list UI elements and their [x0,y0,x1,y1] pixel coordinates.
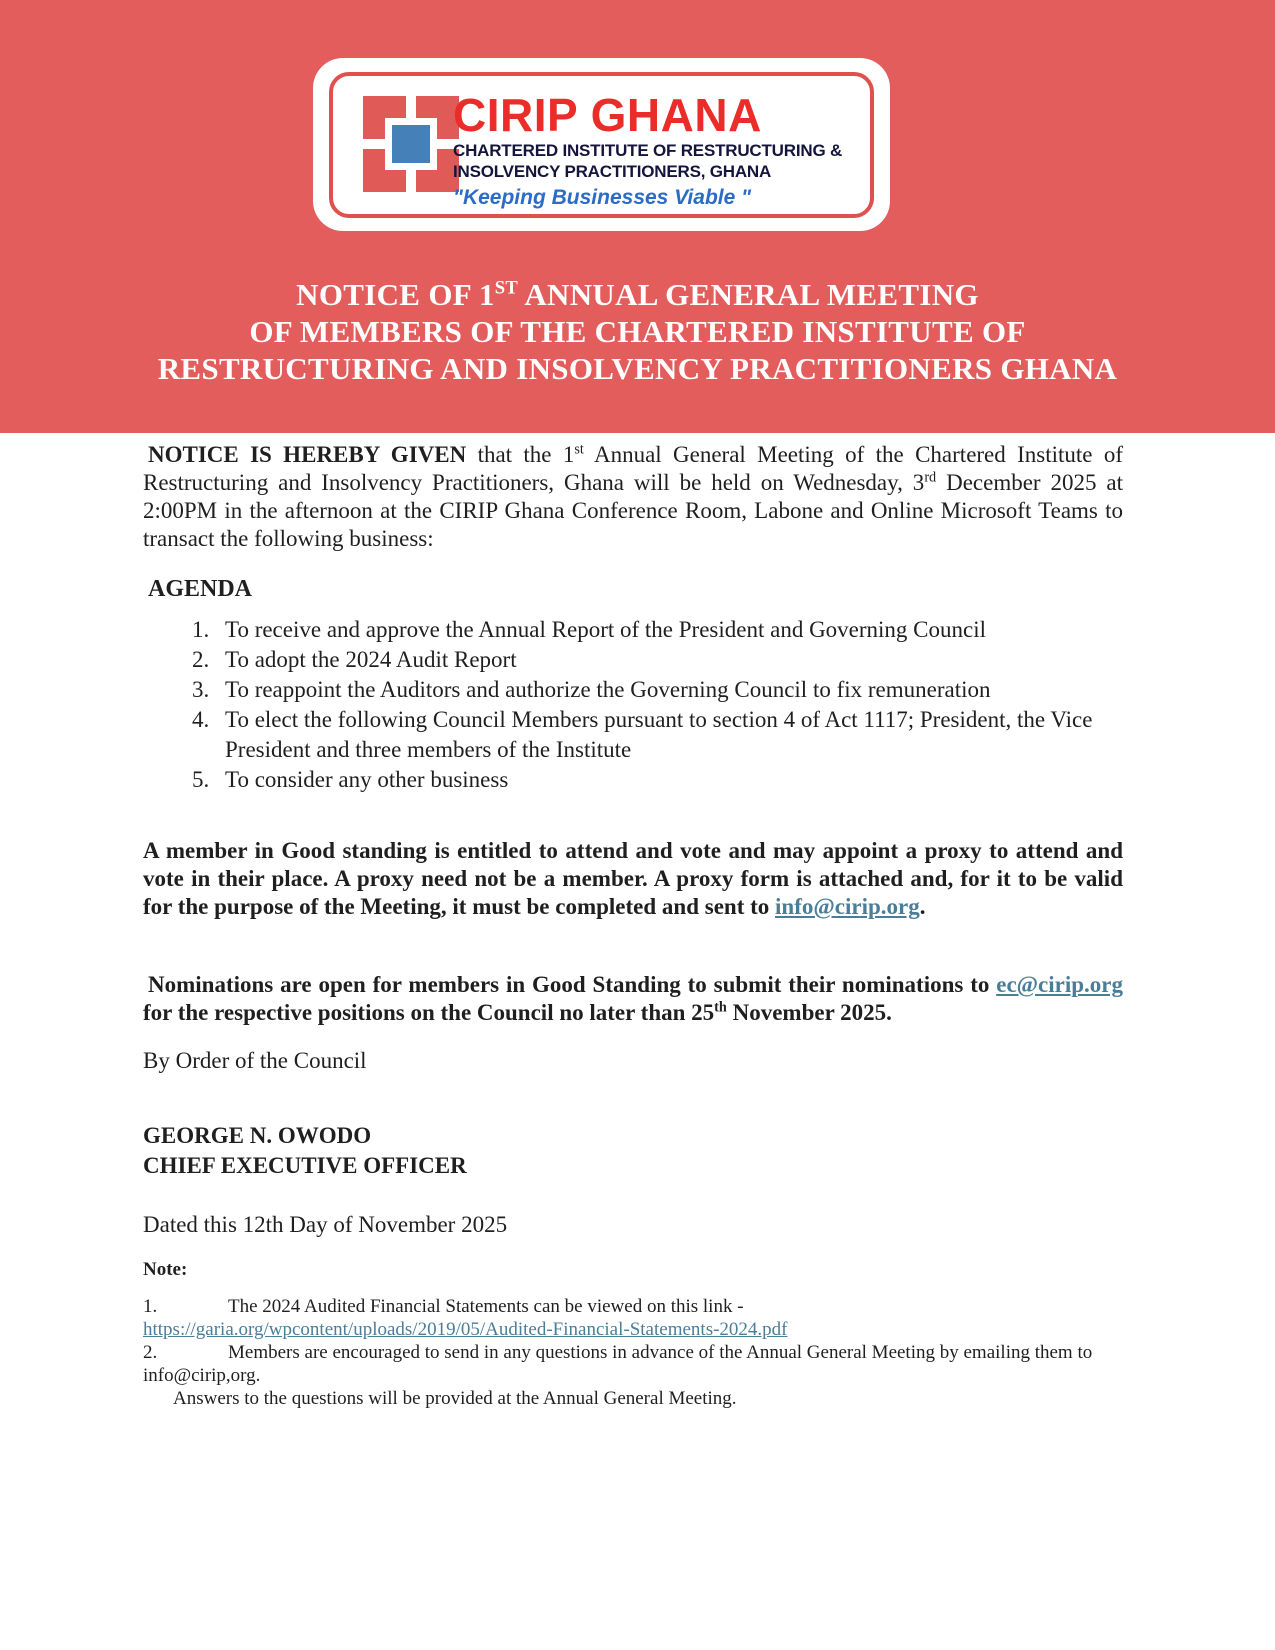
dated-line: Dated this 12th Day of November 2025 [143,1212,508,1237]
nominations-text-2: for the respective positions on the Council no later than 25 [143,1000,715,1025]
header-banner [0,0,1275,433]
intro-superscript-rd: rd [924,469,937,486]
note-item-1-number: 1. [143,1296,158,1317]
logo-tagline: "Keeping Businesses Viable " [453,186,752,209]
document-body [143,433,1123,1410]
cirip-logo-card [313,58,890,231]
by-order-line: By Order of the Council [143,1048,367,1073]
proxy-paragraph [143,837,1123,921]
intro-text-1: that the 1 [466,442,575,467]
intro-paragraph [143,441,1123,553]
note-answers-line: Answers to the questions will be provided at the Annual General Meeting. [173,1388,737,1409]
nominations-paragraph [143,971,1123,1027]
agenda-heading: AGENDA [148,576,253,602]
notice-title-line2: OF MEMBERS OF THE CHARTERED INSTITUTE OF [249,314,1026,349]
note-heading: Note: [143,1259,188,1280]
title-line1-post: ANNUAL GENERAL MEETING [518,277,979,312]
note-item-2 [143,1341,1123,1387]
note-item-1 [143,1295,1123,1318]
financial-statements-link[interactable]: https://garia.org/wpcontent/uploads/2019/05/Audited-Financial-Statements-2024.pdf [143,1319,788,1340]
title-line1-pre: NOTICE OF 1 [296,277,495,312]
signatory-role: CHIEF EXECUTIVE OFFICER [143,1153,467,1178]
nominations-text-1: Nominations are open for members in Good Standing to submit their nominations to [148,972,997,997]
note-list [143,1295,1123,1410]
info-email-link[interactable]: info@cirip.org [775,894,920,919]
logo-title: CIRIP GHANA [453,89,762,141]
intro-text-3: December 2025 at 2:00PM in the afternoon at the CIRIP Ghana Conference Room, Labone and Online Microsoft Teams to transact the following business: [143,470,1124,551]
agenda-item-4: 4. To elect the following Council Members pursuant to section 4 of Act 1117; President, the Vice President and three members of the Institute [215,705,1123,765]
nominations-superscript-th: th [714,999,727,1016]
note-item-2-number: 2. [143,1342,158,1363]
agenda-item-1: 1. To receive and approve the Annual Report of the President and Governing Council [215,615,1123,645]
notice-title-line3: RESTRUCTURING AND INSOLVENCY PRACTITIONERS GHANA [157,351,1118,386]
note-item-2-text: Members are encouraged to send in any questions in advance of the Annual General Meeting by emailing them to info@cirip,org. [143,1342,1093,1386]
intro-superscript-st: st [574,441,584,458]
logo-subtitle-line1: CHARTERED INSTITUTE OF RESTRUCTURING & [453,141,843,160]
signatory-name: GEORGE N. OWODO [143,1123,372,1148]
ec-email-link[interactable]: ec@cirip.org [996,972,1123,997]
title-line1-superscript: ST [494,277,519,299]
intro-bold-lead: NOTICE IS HEREBY GIVEN [148,442,467,467]
agenda-item-5: 5. To consider any other business [215,765,1123,795]
signature-block [143,1121,1123,1181]
icon-center-blue-square [385,118,437,170]
logo-text-block [453,90,873,210]
nominations-text-3: November 2025. [726,1000,892,1025]
notice-title-line1 [0,276,1275,313]
note-item-1-text: The 2024 Audited Financial Statements can be viewed on this link - [228,1296,744,1317]
agenda-item-3: 3. To reappoint the Auditors and authorize the Governing Council to fix remuneration [215,675,1123,705]
intro-text-2: Annual General Meeting of the Chartered Institute of Restructuring and Insolvency Practitioners, Ghana will be held on Wednesday, 3 [143,442,1124,495]
notice-title [0,276,1275,387]
agenda-list [143,615,1123,795]
agenda-item-2: 2. To adopt the 2024 Audit Report [215,645,1123,675]
proxy-text-1: A member in Good standing is entitled to attend and vote and may appoint a proxy to attend and vote in their place. A proxy need not be a member. A proxy form is attached and, for it to be valid for the purpose of the Meeting, it must be completed and sent to [143,838,1123,919]
proxy-text-2: . [919,894,926,919]
cirip-squares-icon [363,96,459,192]
logo-subtitle-line2: INSOLVENCY PRACTITIONERS, GHANA [453,162,772,181]
note-item-1-link-line [143,1318,1123,1341]
